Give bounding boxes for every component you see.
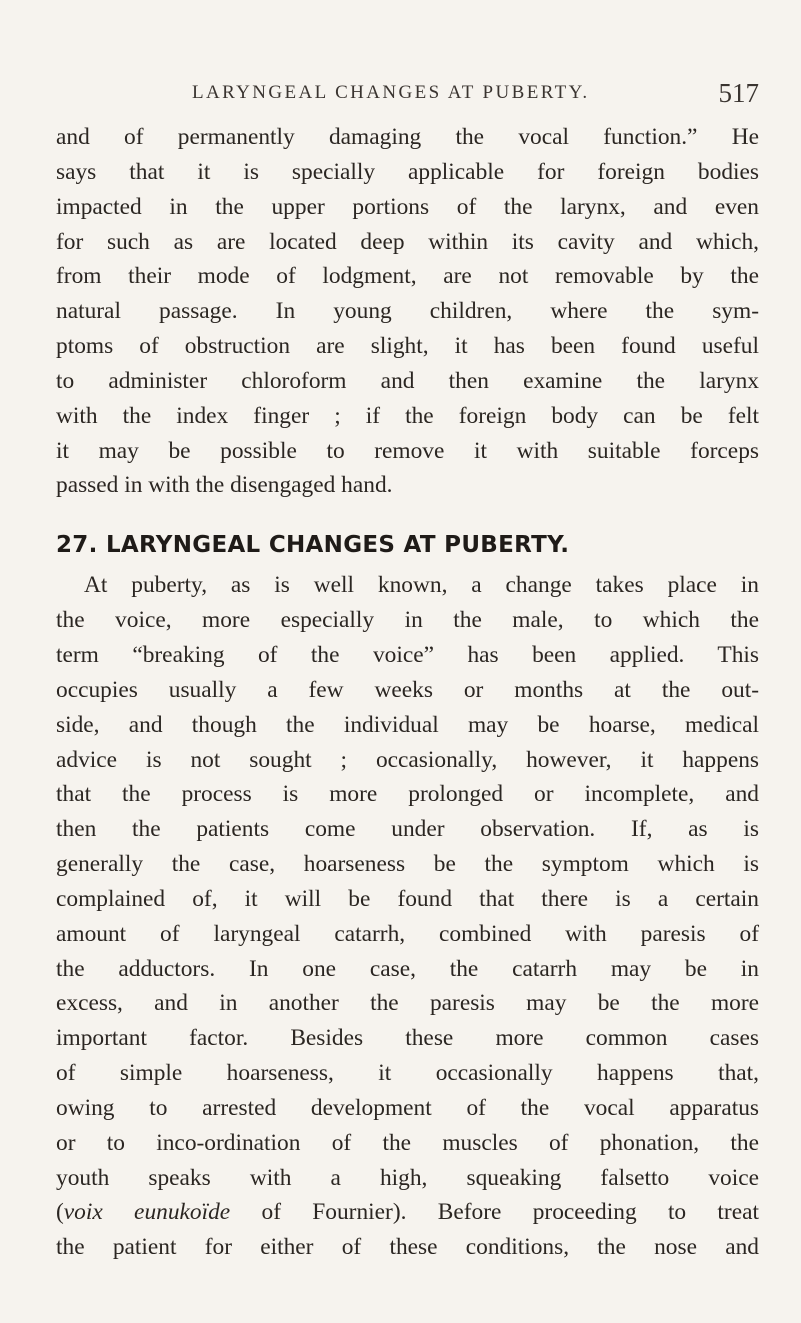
running-title: LARYNGEAL CHANGES AT PUBERTY.: [192, 82, 590, 103]
paragraph-continued: [56, 120, 759, 503]
text-line: for such as are located deep within its cavity and which,: [56, 228, 759, 255]
text-line: important factor. Besides these more common cases: [56, 1025, 759, 1052]
text-line: that the process is more prolonged or incomplete, and: [56, 781, 759, 808]
text-line: youth speaks with a high, squeaking falsetto voice: [56, 1164, 759, 1191]
text-line-with-italic: [56, 1195, 759, 1230]
text-line: then the patients come under observation. If, as is: [56, 816, 759, 843]
text-line: the patient for either of these conditions, the nose and: [56, 1234, 759, 1261]
text-line: passed in with the disengaged hand.: [56, 472, 393, 499]
text-line: At puberty, as is well known, a change takes place in: [84, 572, 759, 599]
text-line: amount of laryngeal catarrh, combined with paresis of: [56, 920, 759, 947]
text-line: impacted in the upper portions of the larynx, and even: [56, 193, 759, 220]
text-line: side, and though the individual may be hoarse, medical: [56, 711, 759, 738]
text-line: the voice, more especially in the male, to which the: [56, 607, 759, 634]
text-line: excess, and in another the paresis may be the more: [56, 990, 759, 1017]
text-line: and of permanently damaging the vocal function.” He: [56, 124, 759, 150]
open-paren: (: [56, 1199, 64, 1226]
text-line: generally the case, hoarseness be the symptom which is: [56, 851, 759, 878]
text-line: with the index finger ; if the foreign body can be felt: [56, 402, 759, 429]
paragraph-puberty: [56, 568, 759, 1265]
page-number: 517: [718, 78, 759, 108]
text-line: natural passage. In young children, where the sym-: [56, 298, 759, 325]
text-line: to administer chloroform and then examine the larynx: [56, 367, 759, 394]
running-header: [56, 80, 759, 114]
text-line: it may be possible to remove it with suitable forceps: [56, 437, 759, 464]
text-line: ptoms of obstruction are slight, it has been found useful: [56, 333, 759, 360]
text-line: or to inco-ordination of the muscles of phonation, the: [56, 1129, 759, 1156]
italic-term: voix eunukoïde: [63, 1199, 231, 1226]
text-line: term “breaking of the voice” has been applied. This: [56, 641, 759, 668]
text-run: of Fournier). Before proceeding to treat: [230, 1199, 759, 1226]
text-line: says that it is specially applicable for foreign bodies: [56, 158, 759, 185]
text-line: advice is not sought ; occasionally, however, it happens: [56, 746, 759, 773]
text-line: owing to arrested development of the vocal apparatus: [56, 1094, 759, 1121]
text-line: occupies usually a few weeks or months at the out-: [56, 676, 759, 703]
section-heading: 27. LARYNGEAL CHANGES AT PUBERTY.: [56, 532, 570, 559]
text-line: of simple hoarseness, it occasionally happens that,: [56, 1060, 759, 1087]
text-line: from their mode of lodgment, are not removable by the: [56, 263, 759, 290]
text-line: the adductors. In one case, the catarrh may be in: [56, 955, 759, 982]
book-page: [56, 80, 759, 1265]
text-line: complained of, it will be found that there is a certain: [56, 885, 759, 912]
